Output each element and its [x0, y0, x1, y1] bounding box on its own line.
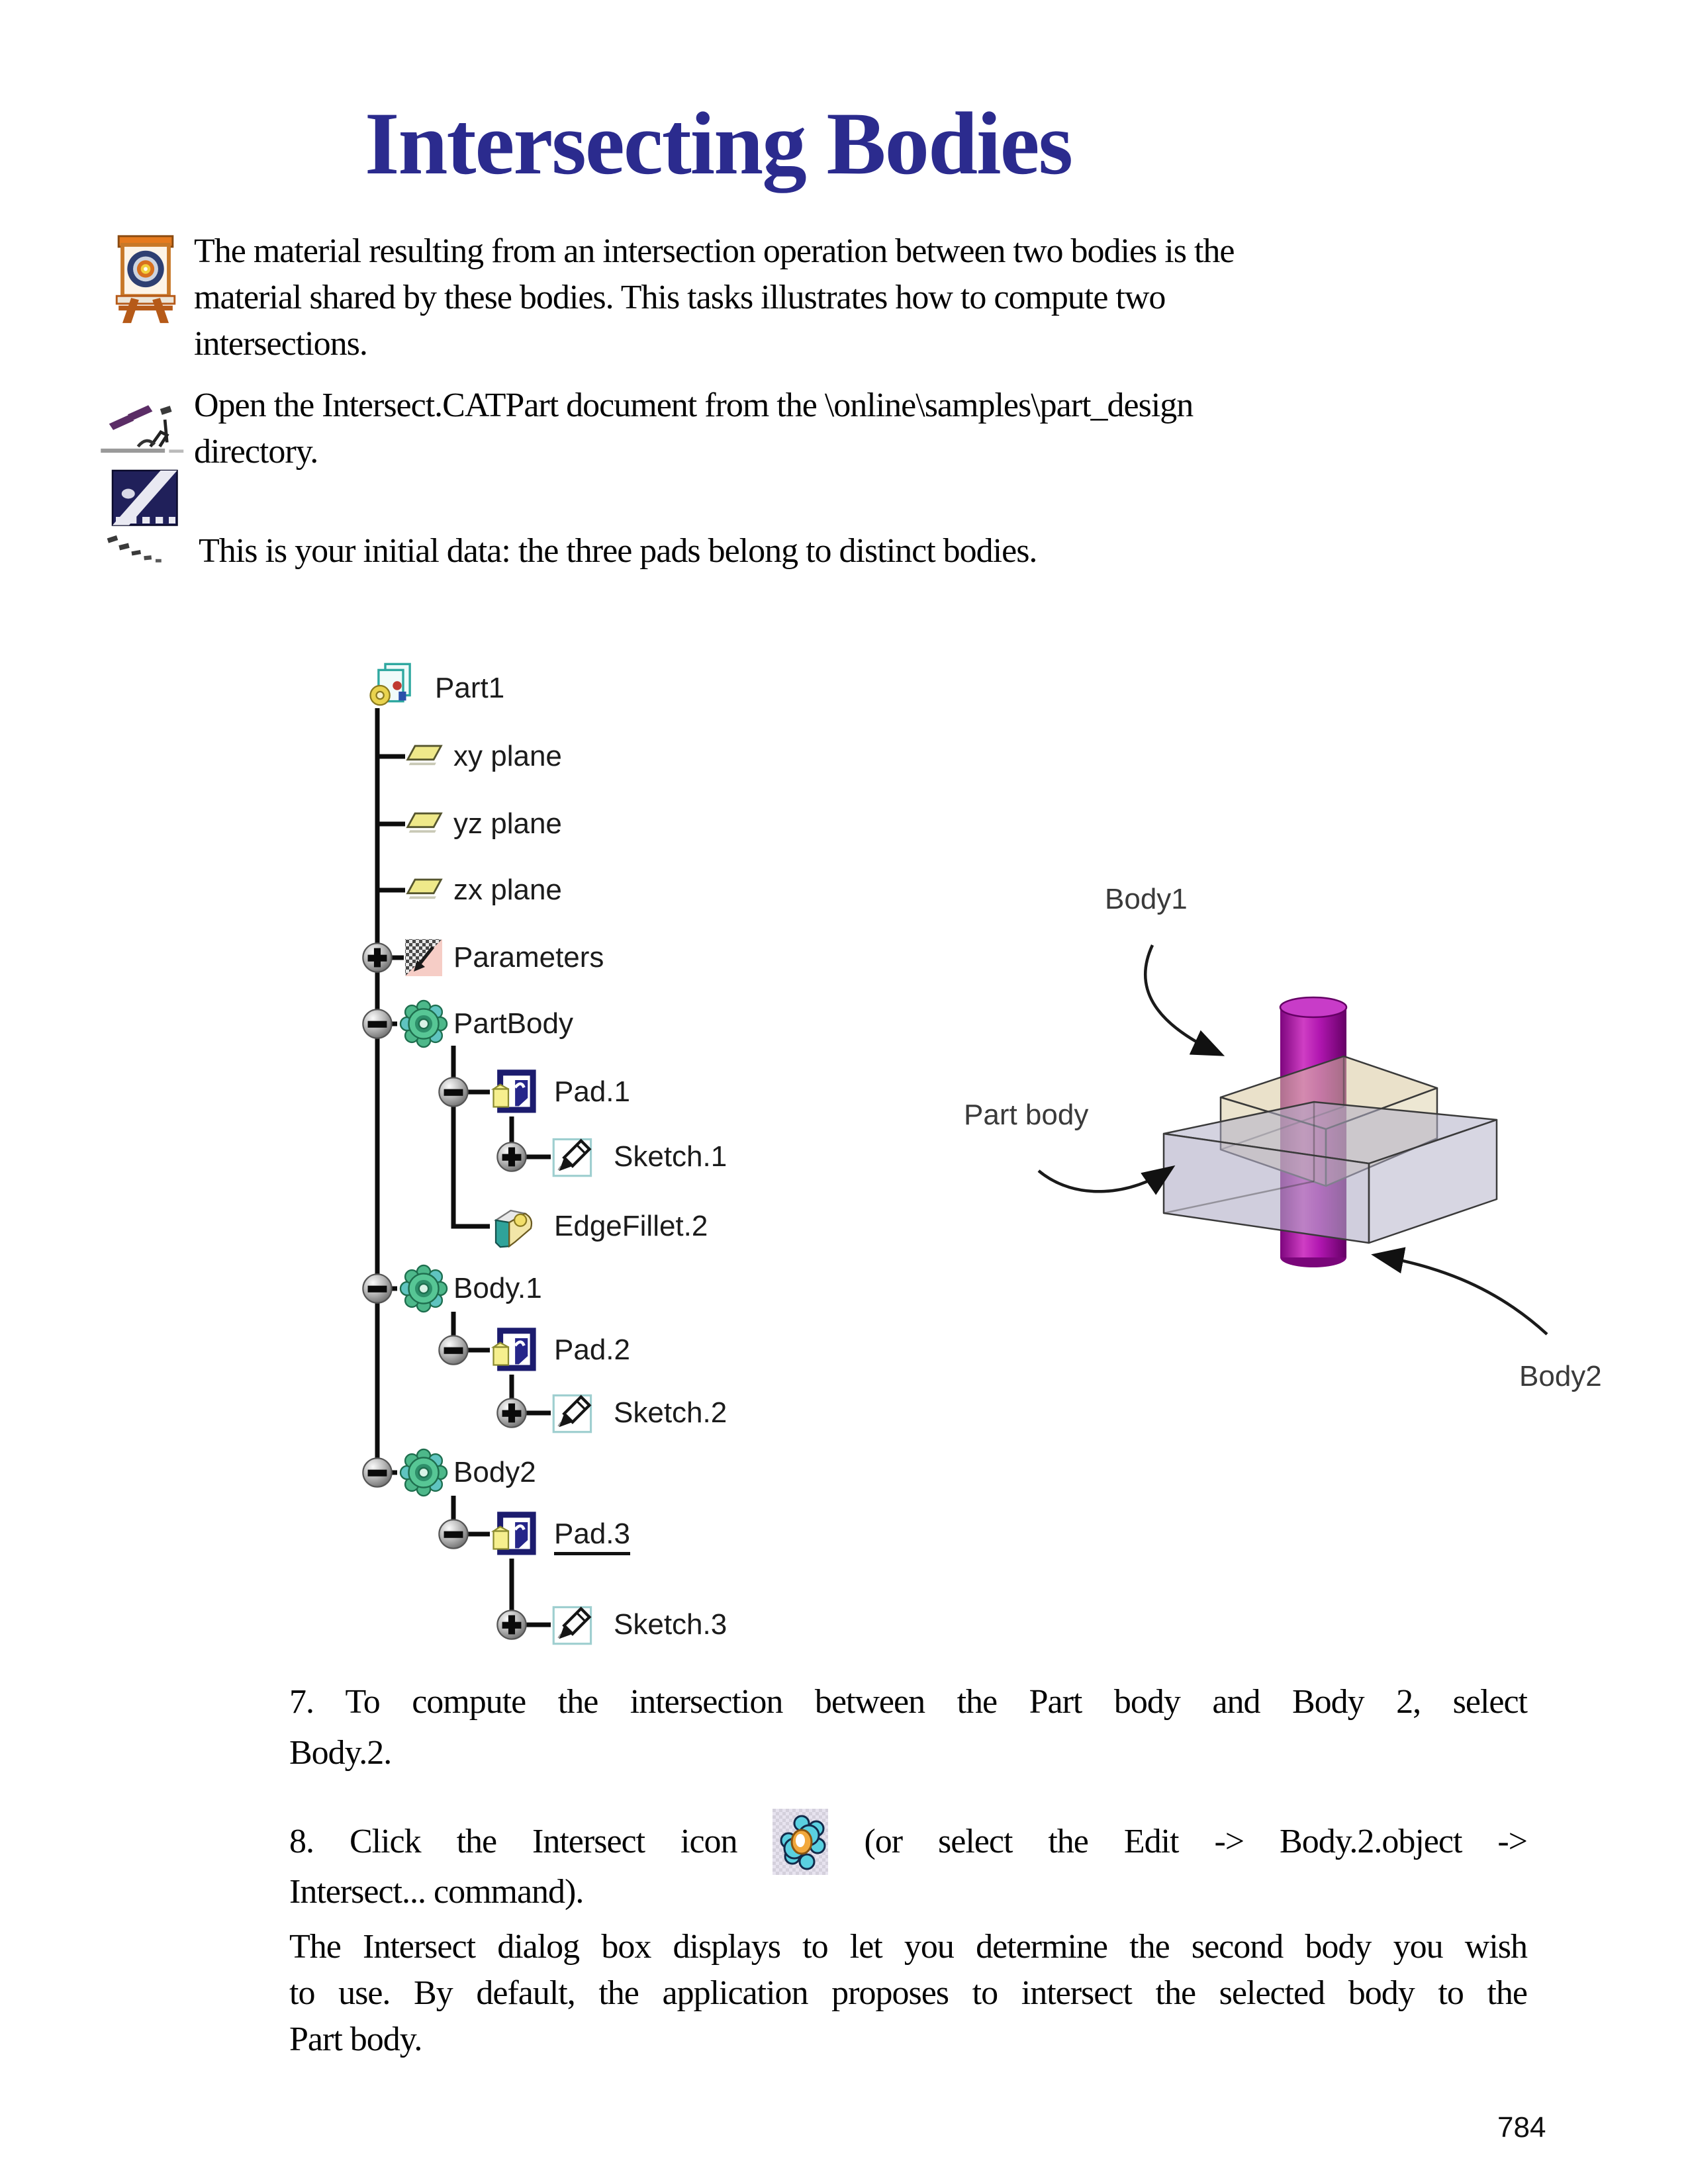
open-instruction-line: Open the Intersect.CATPart document from the \online\samples\part_design — [194, 387, 1194, 424]
intro-paragraph-line: The material resulting from an intersection operation between two bodies is the — [194, 232, 1235, 270]
page-title: Intersecting Bodies — [364, 95, 1072, 193]
figure-label-part-body: Part body — [964, 1099, 1089, 1131]
part-icon — [367, 662, 415, 709]
tree-item-body1: Body.1 — [453, 1272, 542, 1304]
pad-icon — [491, 1510, 538, 1558]
intro-paragraph-line: material shared by these bodies. This tasks illustrates how to compute two — [194, 279, 1166, 316]
initial-data-line: This is your initial data: the three pads belong to distinct bodies. — [199, 532, 1037, 570]
tree-item-body2: Body2 — [453, 1456, 536, 1488]
collapse-minus-icon — [360, 1271, 395, 1306]
collapse-minus-icon — [436, 1517, 471, 1551]
tree-item-xy-plane: xy plane — [453, 740, 562, 772]
body-gear-icon — [399, 1263, 449, 1314]
note-line: The Intersect dialog box displays to let you determine the second body you wish — [289, 1928, 1527, 1966]
expand-plus-icon — [494, 1140, 529, 1174]
target-icon — [99, 232, 192, 326]
collapse-minus-icon — [436, 1075, 471, 1109]
parameters-icon — [402, 936, 445, 979]
intersect-icon — [773, 1809, 828, 1875]
intro-paragraph-line: intersections. — [194, 325, 367, 363]
bodies-3d-figure — [920, 860, 1622, 1430]
step8-text-after: (or select the Edit -> Body.2.object -> — [864, 1823, 1527, 1860]
pad-icon — [491, 1326, 538, 1374]
plane-icon — [405, 743, 445, 770]
bodies-3d-drawing — [920, 860, 1622, 1430]
tree-item-partbody: PartBody — [453, 1007, 573, 1040]
expand-plus-icon — [360, 940, 395, 975]
collapse-minus-icon — [360, 1455, 395, 1490]
open-scenario-icon — [97, 388, 196, 466]
note-line: to use. By default, the application proposes to intersect the selected body to the — [289, 1974, 1527, 2012]
page-number: 784 — [1497, 2111, 1546, 2144]
open-instruction-line: directory. — [194, 433, 318, 471]
tree-item-sketch1: Sketch.1 — [614, 1140, 727, 1173]
tree-item-pad3: Pad.3 — [554, 1517, 630, 1555]
pad-icon — [491, 1068, 538, 1116]
sketch-icon — [551, 1602, 596, 1647]
tree-item-edgefillet2: EdgeFillet.2 — [554, 1210, 708, 1242]
sketch-icon — [551, 1134, 596, 1179]
tree-item-sketch3: Sketch.3 — [614, 1608, 727, 1641]
step8-text-before: 8. Click the Intersect icon — [289, 1823, 737, 1860]
step7-line: Body.2. — [289, 1734, 392, 1772]
tree-item-pad1: Pad.1 — [554, 1075, 630, 1108]
expand-plus-icon — [494, 1608, 529, 1642]
note-line: Part body. — [289, 2021, 422, 2058]
step8-line: Intersect... command). — [289, 1873, 584, 1911]
tree-item-zx-plane: zx plane — [453, 874, 562, 906]
body-gear-icon — [399, 999, 449, 1049]
tree-item-yz-plane: yz plane — [453, 807, 562, 840]
tree-item-part1: Part1 — [435, 672, 505, 704]
movie-clapper-icon — [106, 465, 185, 569]
sketch-icon — [551, 1390, 596, 1435]
tree-item-pad2: Pad.2 — [554, 1334, 630, 1366]
expand-plus-icon — [494, 1396, 529, 1430]
step7-line: 7. To compute the intersection between the Part body and Body 2, select — [289, 1683, 1527, 1721]
plane-icon — [405, 810, 445, 838]
fillet-icon — [490, 1204, 538, 1251]
collapse-minus-icon — [436, 1333, 471, 1367]
plane-icon — [405, 876, 445, 904]
step8-line — [289, 1809, 1527, 1860]
tree-item-parameters: Parameters — [453, 941, 604, 974]
specification-tree — [344, 642, 847, 1674]
figure-label-body1: Body1 — [1105, 883, 1188, 915]
collapse-minus-icon — [360, 1007, 395, 1041]
body-gear-icon — [399, 1447, 449, 1498]
tree-item-sketch2: Sketch.2 — [614, 1396, 727, 1429]
figure-label-body2: Body2 — [1519, 1360, 1602, 1392]
